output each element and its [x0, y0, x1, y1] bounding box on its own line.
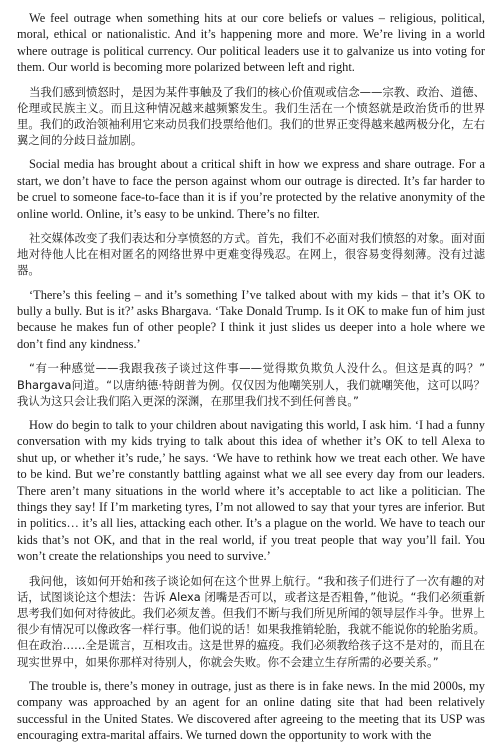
paragraph-chinese: 社交媒体改变了我们表达和分享愤怒的方式。首先，我们不必面对我们愤怒的对象。面对面地对待他人比在相对匿名的网络世界中更难变得残忍。在网上，很容易变得刻薄。没有过滤器。: [17, 231, 485, 278]
paragraph-english: ‘There’s this feeling – and it’s something I’ve talked about with my kids – that it’s OK to bully a bully. But is it?’ asks Bhargava. ‘Take Donald Trump. Is it OK to make fun of him just because he makes fun of other people? I think it just slides us deeper into a hole where we don’t find any kindness.’: [17, 287, 485, 351]
paragraph-chinese: 我问他，该如何开始和孩子谈论如何在这个世界上航行。“我和孩子们进行了一次有趣的对话，试图谈论这个想法：告诉 Alexa 闭嘴是否可以，或者这是否粗鲁，”他说。“我们必须重新思考我们如何对待彼此。我们必须友善。但我们不断与我们所见所闻的领导层作斗争。世界上很少有情况可以像政客一样行事。他们说的话！如果我推销轮胎，我就不能说你的轮胎劣质。但在政治……全是谎言，互相攻击。这是世界的瘟疫。我们必须教给孩子这不是对的，而且在现实世界中，如果你那样对待别人，你就会失败。你不会建立生存所需的必要关系。”: [17, 573, 485, 669]
paragraph-english: Social media has brought about a critical shift in how we express and share outrage. For a start, we don’t have to face the person against whom our outrage is directed. It’s far harder to be cruel to someone face-to-face than it is if you’re protected by the relative anonymity of the online world. Online, it’s easy to be unkind. There’s no filter.: [17, 157, 485, 221]
article-body: [17, 10, 485, 751]
paragraph-chinese: “有一种感觉——我跟我孩子谈过这件事——觉得欺负欺负人没什么。但这是真的吗？” Bhargava问道。“以唐纳德·特朗普为例。仅仅因为他嘲笑别人，我们就嘲笑他，这可以吗？我认为这只会让我们陷入更深的深渊，在那里我们找不到任何善良。”: [17, 361, 485, 408]
paragraph-english: The trouble is, there’s money in outrage, just as there is in fake news. In the mid 2000s, my company was approached by an agent for an online dating site that had been relatively successful in the United States. We discovered after agreeing to the meeting that its USP was encouraging extra-marital affairs. We turned down the opportunity to work with the: [17, 678, 485, 742]
paragraph-english: How do begin to talk to your children about navigating this world, I ask him. ‘I had a funny conversation with my kids trying to talk about this idea of whether it’s OK to tell Alexa to shut up, or whether it’s rude,’ he says. ‘We have to rethink how we treat each other. We have to be kind. But we’re constantly battling against what we all see every day from our leaders. There aren’t many situations in the world where it’s acceptable to act like a politician. The things they say! If I’m marketing tyres, I’m not allowed to say that your tyres are inferior. But in politics… it’s all lies, attacking each other. It’s a plague on the world. We have to teach our kids that’s not OK, and that in the real world, if you treat people that way you’ll fail. You won’t create the relationships you need to survive.’: [17, 417, 485, 564]
paragraph-english: We feel outrage when something hits at our core beliefs or values – religious, political, moral, ethical or nationalistic. And it’s happening more and more. We’re living in a world where outrage is political currency. Our political leaders use it to galvanize us into voting for them. Our world is becoming more polarized between left and right.: [17, 11, 485, 75]
paragraph-chinese: 当我们感到愤怒时，是因为某件事触及了我们的核心价值观或信念——宗教、政治、道德、伦理或民族主义。而且这种情况越来越频繁发生。我们生活在一个愤怒就是政治货币的世界里。我们的政治领袖利用它来动员我们投票给他们。我们的世界正变得越来越两极分化，左右翼之间的分歧日益加剧。: [17, 84, 485, 148]
